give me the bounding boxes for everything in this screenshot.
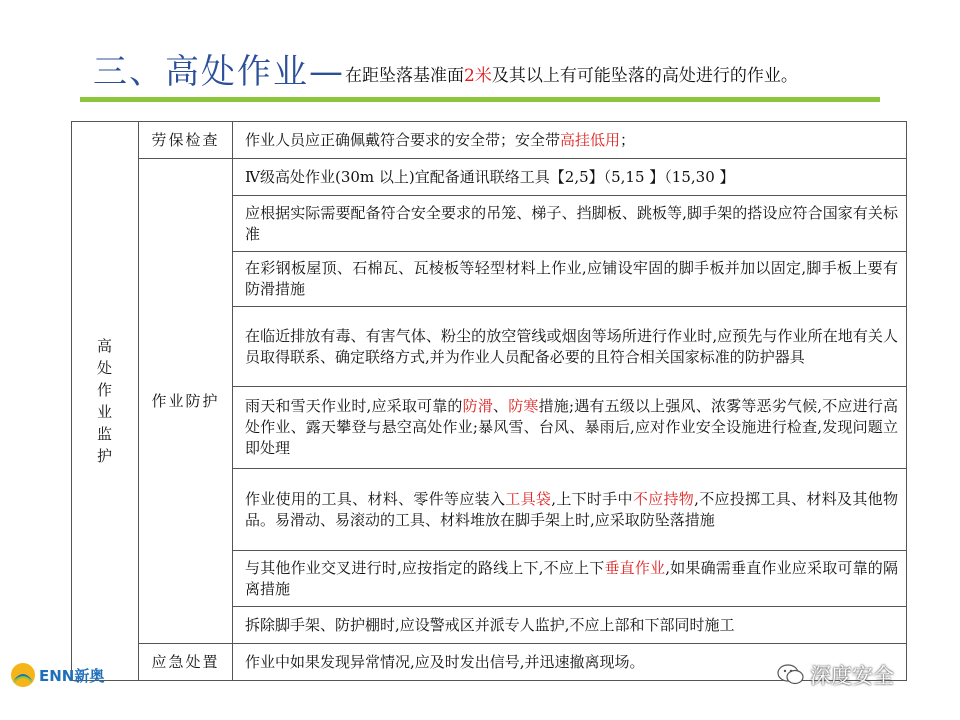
category-label: 高处作业监护 — [97, 337, 114, 465]
protection-label: 作业防护 — [139, 159, 233, 644]
title-main: 三、高处作业— — [93, 52, 345, 92]
wechat-icon — [776, 662, 806, 688]
watermark — [776, 660, 894, 690]
table-row — [72, 159, 907, 196]
title-accent-bar — [80, 97, 880, 102]
watermark-text: 深度安全 — [810, 664, 894, 688]
protection-row-8: 拆除脚手架、防护棚时,应设警戒区并派专人监护,不应上部和下部同时施工 — [233, 607, 907, 644]
ppe-label: 劳保检查 — [139, 122, 233, 159]
protection-row-2: 应根据实际需要配备符合安全要求的吊笼、梯子、挡脚板、跳板等,脚手架的搭设应符合国家有关标准 — [233, 196, 907, 252]
title-sub-before: 在距坠落基准面 — [345, 66, 464, 86]
protection-row-3: 在彩钢板屋顶、石棉瓦、瓦棱板等轻型材料上作业,应铺设牢固的脚手板并加以固定,脚手板上要有防滑措施 — [233, 252, 907, 307]
emergency-label: 应急处置 — [139, 644, 233, 681]
work-at-height-table — [71, 121, 907, 681]
title-sub-after: 及其以上有可能坠落的高处进行的作业。 — [491, 66, 798, 86]
title-subtitle — [345, 62, 798, 92]
protection-row-4: 在临近排放有毒、有害气体、粉尘的放空管线或烟囱等场所进行作业时,应预先与作业所在地有关人员取得联系、确定联络方式,并为作业人员配备必要的且符合相关国家标准的防护器具 — [233, 307, 907, 387]
protection-row-5: 雨天和雪天作业时,应采取可靠的防滑、防寒措施;遇有五级以上强风、浓雾等恶劣气候,不应进行高处作业、露天攀登与悬空高处作业;暴风雪、台风、暴雨后,应对作业安全设施进行检查,发现问题立即处理 — [233, 387, 907, 469]
protection-row-1: Ⅳ级高处作业(30m 以上)宜配备通讯联络工具【2,5】（5,15 】（15,30 】 — [233, 159, 907, 196]
category-cell — [72, 122, 139, 681]
ppe-text: 作业人员应正确佩戴符合要求的安全带；安全带高挂低用； — [233, 122, 907, 159]
logo-text: ENN新奥 — [39, 666, 105, 685]
slide-title — [93, 42, 943, 92]
emergency-text: 作业中如果发现异常情况,应及时发出信号,并迅速撤离现场。 — [233, 644, 907, 681]
table-row — [72, 122, 907, 159]
title-sub-highlight: 2米 — [464, 66, 492, 86]
enn-logo-icon — [10, 662, 36, 688]
protection-row-6: 作业使用的工具、材料、零件等应装入工具袋,上下时手中不应持物,不应投掷工具、材料及其他物品。易滑动、易滚动的工具、材料堆放在脚手架上时,应采取防坠落措施 — [233, 469, 907, 551]
protection-row-7: 与其他作业交叉进行时,应按指定的路线上下,不应上下垂直作业,如果确需垂直作业应采取可靠的隔离措施 — [233, 551, 907, 607]
company-logo — [10, 657, 135, 693]
